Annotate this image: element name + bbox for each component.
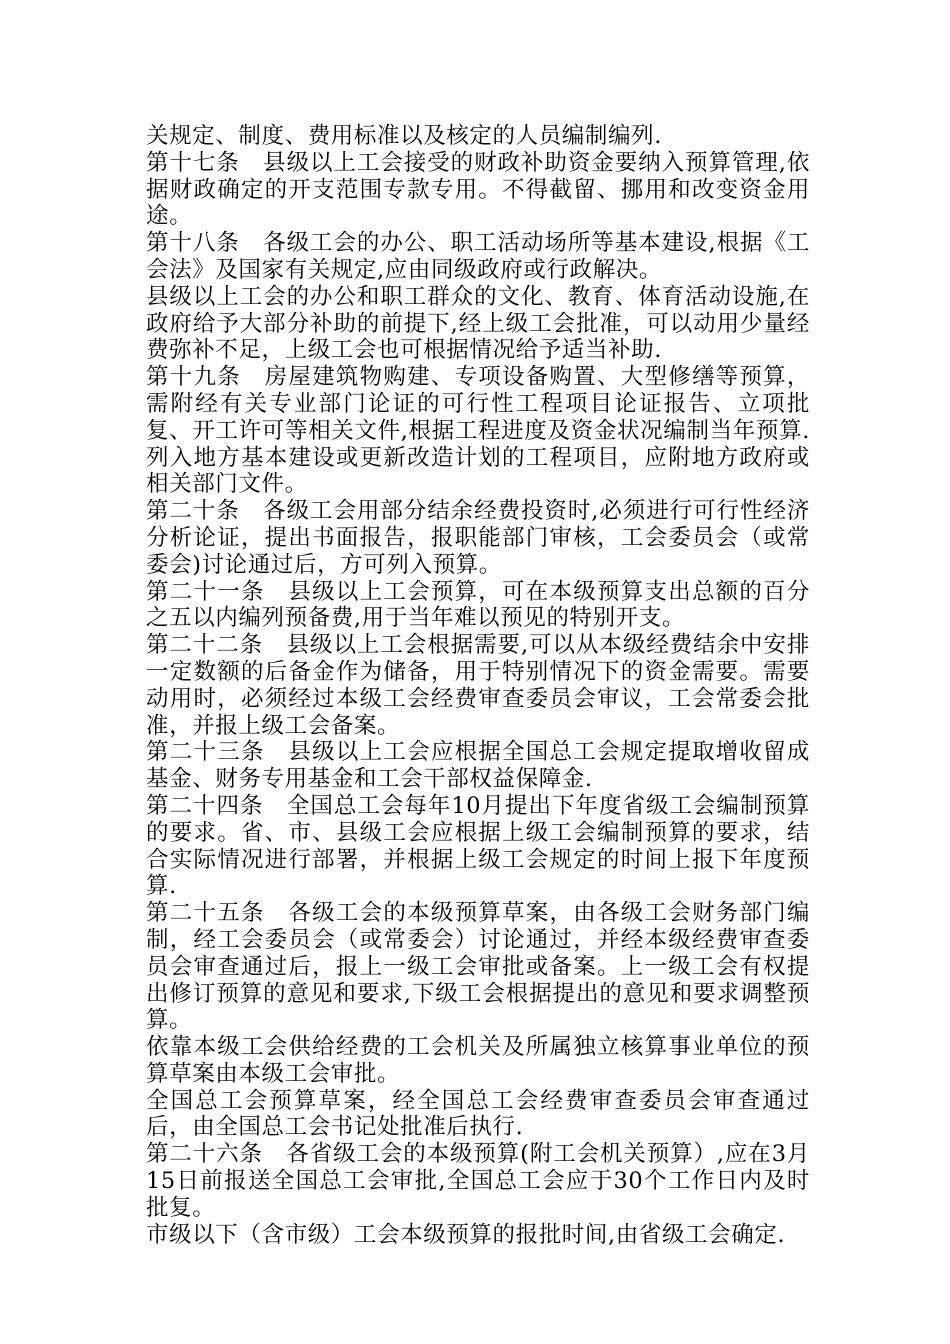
article-25: 第二十五条 各级工会的本级预算草案，由各级工会财务部门编制，经工会委员会（或常委会）讨论通过，并经本级经费审查委员会审查通过后，报上一级工会审批或备案。上一级工会有权提出修订预算的意见和要求,下级工会根据提出的意见和要求调整预算。 (146, 900, 810, 1034)
article-26-clause-2: 市级以下（含市级）工会本级预算的报批时间,由省级工会确定. (146, 1221, 786, 1248)
article-17: 第十七条 县级以上工会接受的财政补助资金要纳入预算管理,依据财政确定的开支范围专款专用。不得截留、挪用和改变资金用途。 (146, 149, 810, 230)
article-22: 第二十二条 县级以上工会根据需要,可以从本级经费结余中安排一定数额的后备金作为储备，用于特别情况下的资金需要。需要动用时，必须经过本级工会经费审查委员会审议，工会常委会批准，并报上级工会备案。 (146, 632, 810, 739)
article-25-clause-2: 依靠本级工会供给经费的工会机关及所属独立核算事业单位的预算草案由本级工会审批。 (146, 1034, 810, 1087)
article-18-clause-2: 县级以上工会的办公和职工群众的文化、教育、体育活动设施,在政府给予大部分补助的前提下,经上级工会批准，可以动用少量经费弥补不足，上级工会也可根据情况给予适当补助. (146, 283, 810, 364)
article-25-clause-3: 全国总工会预算草案，经全国总工会经费审查委员会审查通过后，由全国总工会书记处批准后执行. (146, 1087, 810, 1141)
article-23: 第二十三条 县级以上工会应根据全国总工会规定提取增收留成基金、财务专用基金和工会干部权益保障金. (146, 739, 810, 793)
article-20: 第二十条 各级工会用部分结余经费投资时,必须进行可行性经济分析论证，提出书面报告，报职能部门审核，工会委员会（或常委会)讨论通过后，方可列入预算。 (146, 498, 810, 578)
article-24: 第二十四条 全国总工会每年10月提出下年度省级工会编制预算的要求。省、市、县级工会应根据上级工会编制预算的要求，结合实际情况进行部署，并根据上级工会规定的时间上报下年度预算. (146, 792, 810, 900)
article-26: 第二十六条 各省级工会的本级预算(附工会机关预算）,应在3月15日前报送全国总工会审批,全国总工会应于30个工作日内及时批复。 (146, 1141, 810, 1221)
article-19: 第十九条 房屋建筑物购建、专项设备购置、大型修缮等预算，需附经有关专业部门论证的可行性工程项目论证报告、立项批复、开工许可等相关文件,根据工程进度及资金状况编制当年预算.列入地方基本建设或更新改造计划的工程项目，应附地方政府或相关部门文件。 (146, 364, 810, 498)
article-18: 第十八条 各级工会的办公、职工活动场所等基本建设,根据《工会法》及国家有关规定,应由同级政府或行政解决。 (146, 230, 810, 283)
article-21: 第二十一条 县级以上工会预算，可在本级预算支出总额的百分之五以内编列预备费,用于当年难以预见的特别开支。 (146, 578, 810, 632)
paragraph-continuation: 关规定、制度、费用标准以及核定的人员编制编列. (146, 123, 662, 149)
document-body (146, 123, 810, 1248)
